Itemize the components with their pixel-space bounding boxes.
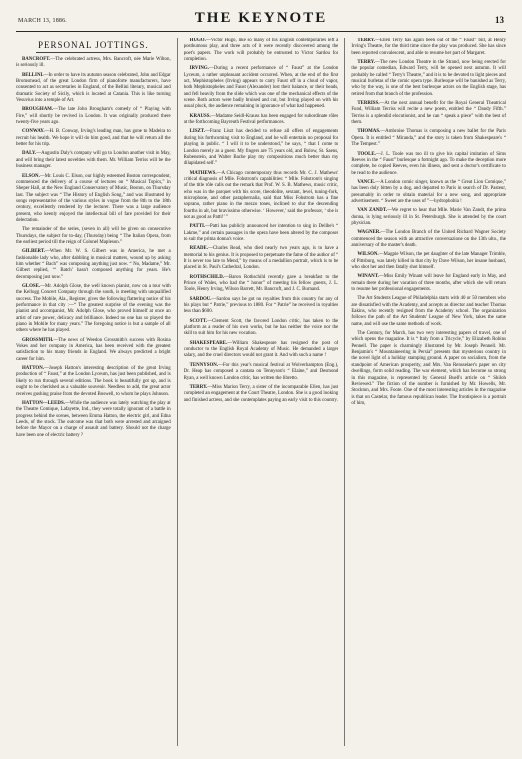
paragraph [16,401,171,439]
paragraph-lead: TERRY. [357,38,376,43]
paragraph [351,230,506,249]
paragraph-lead: TERRISS. [357,101,380,107]
paragraph [351,129,506,148]
paragraph-text: —Sardou says he got no royalties from this country for any of his plays but “ Patrie,” previous to 1880. For “ Patrie” he received in royalties less than $600. [183,296,339,315]
paragraph [184,129,339,167]
column-left [16,38,171,746]
paragraph-lead: VAN ZANDT. [357,208,387,214]
column-rule [177,38,178,746]
section-divider [36,52,151,53]
publication-title: THE KEYNOTE [194,10,328,26]
paragraph-text: —When Mr. W. S. Gilbert was in America, he met a fashionable lady who, after dabbling in musical matters, wound up by asking him whether “ Bach” was composing anything just now. “ No, Madame,” Mr. Gilbert replied, “‘ Batch’ hasn't composed anything for years. He's decomposing just now.” [16,249,171,280]
paragraph [184,275,339,294]
paragraph-lead: LISZT. [189,129,205,135]
paragraph-text: —While the audience was lately watching the play at the Theatre Comique, Lafayette, Ind., they were totally ignorant of a battle in progress behind the scenes, between Emma Hatton, the electric girl, and Edna Leeds, of the stock. The outcome was that both were arrested and arraigned before the Mayor on a charge of assault and battery. Should not the charge have been one of electric battery ? [16,400,171,438]
paragraph [184,319,339,338]
paragraph-text: —The news of Weedon Grossmith's success with Rosina Vokes and her company in America, has been received with the greatest satisfaction to his many friends in England. We always predicted a bright career for him. [16,337,171,362]
paragraph-lead: BELLINI. [22,72,44,78]
paragraph-lead: HATTON. [22,366,44,372]
paragraph-text: —During a recent performance of “ Faust” at the London Lyceum, a rather unpleasant accident occurred. When, at the end of the first act, Mephistopheles (Irving) appears to carry Faust off in a cloud of vapor, both Mephistopheles and Faust (Alexander) lost their balance, or their heads, and fell heavily from the slide which was one of the mechanical effects of the scene. Both actors were badly bruised and cut, but Irving played on with his usual pluck, the audience remaining in ignorance of what had happened. [183,66,339,110]
paragraph-text: —Augustin Daly's company will go to London another visit in May, and will bring their latest novelties with them. Mr. William Terriss will be the business manager. [16,151,171,170]
paragraph-lead: DALY. [22,151,37,157]
paragraph-lead: PATTI. [189,224,206,230]
paragraph [351,180,506,205]
paragraph [16,366,171,398]
column-right [351,38,506,746]
paragraph [351,208,506,227]
paragraph-text: —Ambroise Thomas is composing a new ballet for the Paris Opera. It is entitled “ Miranda,” and the story is taken from Shakespeare's “ The Tempest.” [351,129,506,148]
paragraph-text: —The celebrated actress, Mrs. Bancroft, née Marie Wilton, is seriously ill. [16,57,171,69]
paragraph-text: —Patti has publicly announced her intention to sing in Delibe's “ Lakme,” and certain passages in the opera have been altered by the composer to suit the prima donna's voice. [183,224,339,242]
paragraph-text: —The London Branch of the United Richard Wagner Society commenced the season with an attractive conversazione on the 13th ulto., the anniversary of the master's death. [351,230,506,248]
page-number: 13 [495,15,504,25]
paragraph-text: —Franz Liszt has decided to refuse all offers of engagements during his forthcoming visit to England, and he will entertain no proposal for playing in public. “ I will it to be understood,” he says, “ that I come to London merely as a guest. My fingers are 75 years old, and Bulow, St. Saens, Rubenstein, and Walter Bache play my compositions much better than my dilapidated self.” [183,129,339,167]
paragraph [184,385,339,404]
paragraph-text: —Charles Read, who died nearly two years ago, is to have a memorial to his genius. It is proposed to perpetuate the fame of the author of “ It is never too late to Mend,” by means of a medallion portrait, which is to be placed in St. Paul's Cathedral, London. [183,246,339,271]
paragraph-text: —Clement Scott, the favored London critic, has taken to the platform as a reader of his own works, but he has neither the voice nor the skill to suit him for his new vocation. [183,318,339,337]
paragraph-lead: HUGO. [189,38,206,43]
paragraph-lead: SCOTT. [189,318,208,324]
paragraph [184,171,339,222]
paragraph [16,338,171,363]
paragraph-text: —A London comic singer, known as the “ Great Lion Comique,” has been duly bitten by a dog, and departed to Paris in search of Dr. Pasteur, presumably in order to obtain material for a new song, and appropriate advertisement. “ Sweet are the uses of ”—hydrophobia ! [351,179,506,204]
paragraph [351,101,506,126]
paragraph-text: —A Chicago contemporary thus records Mr. C. J. Mathews' critical diagnosis of Mlle. Fohstrom's capabilities: “ Mlle. Fohstrom's singing of the title rôle calls out the remark that Prof. W. S. B. Mathews, music critic, who was in the parquet with his score, theodolite, sextant, level, tuning-fork, microphone, and other paraphernalia, said that Miss Fohstrom has a fine soprano, rather piano in the mezzo tones, inclined to slur the descending fourths in alt, but bravissimo otherwise. ‘ However,’ said the professor, ‘ she is not as good as Patti!’ ” [183,170,339,220]
paragraph-lead: WINANT. [357,274,379,280]
paragraph-text: The Art Students League of Philadelphia starts with 40 or 50 members who are dissatisfied with the Academy, and accepts as director and teacher Thomas Eakins, who recently resigned from the Academy school. The organization follows the path of the Art Students' League of New York, takes the same name, and will use the same methods of work. [351,296,506,327]
paragraph-text: —William Shakespeare has resigned the post of conductor to the English Royal Academy of Music. He demanded a larger salary, and the cruel directors would not grant it. And with such a name ! [183,340,339,359]
paragraph-lead: SARDOU. [189,296,212,302]
paragraph-lead: BROUGHAM. [22,107,54,113]
paragraph-lead: WILSON. [357,252,379,258]
paragraph-lead: VANCE. [357,179,376,185]
paragraph-text: —Miss Emily Winant will leave for England early in May, and remain there during her vacation of three months, after which she will return to resume her professional engagements. [351,274,506,293]
paragraph [16,129,171,148]
article-columns [16,38,506,746]
paragraph-text: —Madame Seidl-Krauss has been engaged for subordinate rôles at the forthcoming Bayreuth Festival performances. [183,113,339,126]
paragraph-lead: GILBERT. [22,249,45,255]
paragraph-text: —J. L. Toole was too ill to give his capital imitation of Sims Reeves in the “ Faust” burlesque a fortnight ago. To make the deception more complete, he copied Reeves, even his illness, and sent a doctor's certificate to be read to the audience. [351,151,506,176]
column-middle [184,38,339,746]
paragraph-text: The Century, for March, has two very interesting papers of travel, one of which opens the magazine. It is “ Italy from a Tricycle,” by Elizabeth Robins Pennell. The paper is charmingly illustrated by Mr. Joseph Pennell. Mr. Benjamin's “ Mountaineering in Persia” presents that mysterious country in the novel light of a holiday stamping ground. A paper on socialism, from the standpoint of American prosperity, and Mrs. Van Rensselaer's paper on city dwellings, form solid reading. The war element, which has become so strong in this magazine, is represented by General Buell's article on “ Shiloh Reviewed.” The fiction of the number is furnished by Mr. Howells, Mr. Stockton, and Mrs. Foote. One of the most interesting articles in the magazine is that on Castelar, the famous republican leader. The frontispiece is a portrait of him, [351,331,506,406]
paragraph [184,66,339,110]
paragraph [16,249,171,281]
paragraph-text: —Mr. Adolph Glose, the well known pianist, now on a tour with the Kellogg Concert Company through the south, is meeting with unqualified success. The Mobile, Ala., Register, gives the following flattering notice of his performance in that city :—“ The greatest surprise of the evening was the pianist and accompanist, Mr. Adolph Glose, who proved himself at once an artist of rare power, delicacy and brilliance. Indeed no one has so played the piano in Mobile for many years.” The foregoing notice is but a sample of all others where he has played. [16,284,171,334]
paragraph-text: —The new London Theatre in the Strand, now being erected for the popular comedian, Edward Terry, will be opened next autumn. It will probably be called “ Terry's Theatre,” and it is to be devoted to light pieces and musical burletas of the comic opera type. Burlesque will be banished as Terry, who by the way, is one of the best burlesque actors on the English stage, has retired from that branch of the profession. [351,60,506,97]
paragraph-lead: SHAKESPEARE. [189,340,228,346]
paragraph [16,73,171,105]
paragraph [184,363,339,382]
masthead [16,9,506,32]
paragraph [184,297,339,316]
paragraph-text: —Ellen Terry has again been out of the “ Faust” bill, at Henry Irving's Theatre, for the third time since the play was produced. She has since been reported convalescent, and able to resume her part of Margaret. [351,38,506,56]
paragraph-lead: TERRY. [357,60,376,66]
paragraph [16,284,171,335]
paragraph-lead: THOMAS. [357,129,381,135]
paragraph-text: —Magpie Wilson, the pet daughter of the late Manager Trimble, of Pittsburg, was lately killed in that city by Dave Wilson, her insane husband, who shot her and then fatally shot himself. [351,252,506,270]
paragraph-lead: READE. [189,246,208,252]
paragraph-lead: ROTHSCHILD. [189,274,225,280]
paragraph-text: —At the next annual benefit for the Royal General Theatrical Fund, William Terriss will recite a new poem, entitled the “ Dandy Fifth.” Terriss is a splendid elocutionist, and he can “ speak a piece” with the best of them. [351,101,506,126]
paragraph-lead: CONWAY. [22,129,45,135]
paragraph [184,38,339,63]
paragraph-lead: GLOSE. [22,284,41,289]
paragraph-lead: TERRY. [189,384,208,390]
paragraph [184,246,339,271]
paragraph-lead: BANCROFT. [22,57,51,62]
paragraph [16,107,171,126]
paragraph-lead: ELSON. [22,173,40,179]
paragraph-text: —Miss Marion Terry, a sister of the incomparable Ellen, has just completed an engagement at the Court Theatre, London. She is a good looking and finished actress, and she contemplates paying an early visit to this country. [183,384,339,403]
paragraph [16,57,171,70]
paragraph [351,252,506,271]
paragraph-text: —Baron Rothschild recently gave a breakfast to the Prince of Wales, who had the “ honor” of meeting his fellow guests, J. L. Toole, Henry Irving, Wilson Barrett, Mr. Bancroft, and J. C. Burnand. [183,274,339,293]
paragraph [351,38,506,57]
paragraph-lead: TOOLE. [357,151,376,157]
paragraph [16,151,171,170]
paragraph [351,152,506,177]
paragraph-text: —We regret to hear that Mlle. Marie Van Zandt, the prima donna, is lying seriously ill in St. Petersburgh. She is attended by the court physician. [351,208,506,226]
paragraph-lead: GROSSMITH. [22,337,54,343]
paragraph-text: —In order to have its autumn season celebrated, John and Edgar Bromsmead, of the great London firm of pianoforte manufacturers, have consented to act as secretaries in England, of the Bellini literary, musical and dramatic Society of Sicily, which is located at Catania. This is like turning Vesuvius into a temple of Art. [16,72,171,104]
paragraph-lead: KRAUSS. [189,113,211,119]
paragraph-text: —For this year's musical festival at Wolverhampton (Eng.), Dr. Heap has composed a cantata on Tennyson's “ Elaine,” and Desmond Ryan, a well known London critic, has written the libretto. [183,362,339,381]
paragraph-text: —Mr. Louis C. Elson, our highly esteemed Boston correspondent, commenced the delivery of a course of lectures on “ Musical Topics,” in Sheper Hall, at the New England Conservatory of Music, Boston, on Thursday last. The subject was “ The History of English Song,” and was illustrated by songs representative of the various styles in vogue from the 8th to the 18th century, excellently rendered by the lecturer. There was a large audience present, who keenly enjoyed the intellectual bill of fare provided for their delectation. [16,173,171,223]
paragraph-text: —Victor Hugo, like so many of his English contemporaries left a posthumous play, and three acts of it were recently discovered among the poet's papers. The work will probably be entrusted to Victor Sardou for completion. [183,38,339,63]
paragraph [184,114,339,127]
paragraph [184,224,339,243]
column-rule [344,38,345,746]
paragraph-text: The remainder of the series, (seven in all) will be given on consecutive Thursdays, the subject for to-day, (Thursday) being “ The Italian Opera, from the earliest period till the reign of Colonel Mapleson.” [16,227,171,245]
paragraph-lead: TENNYSON. [189,362,219,368]
paragraph-text: —The late John Brougham's comedy of “ Playing with Fire,” will shortly be revived in London. It was originally produced there twenty-five years ago. [16,107,171,126]
paragraph-lead: WAGNER. [357,230,381,236]
paragraph [351,296,506,328]
paragraph [16,174,171,225]
paragraph [351,60,506,98]
paragraph [351,274,506,293]
paragraph [16,227,171,246]
issue-date: MARCH 13, 1886. [18,18,68,24]
paragraph [351,331,506,407]
paragraph-lead: IRVING. [189,66,209,72]
paragraph-text: —Joseph Hatton's interesting description of the great Irving production of “ Faust,” at the London Lyceum, has just been published, and is likely to run through several editions. The book is beautifully got up, and is ought to be cherished as a valuable souvenir. Needless to add, the great actor receives gushing praise from the devoted Boswell, to whom he plays Johnson. [16,366,171,397]
paragraph-text: —H. B. Conway, Irving's leading man, has gone to Madeira to recruit his health. We hope it will do him good, and that he will return all the better for his trip. [16,129,171,148]
section-title: PERSONAL JOTTINGS. [38,40,149,50]
paragraph-lead: HATTON—LEEDS. [22,400,65,406]
paragraph [184,341,339,360]
paragraph-lead: MATHEWS. [189,170,217,176]
